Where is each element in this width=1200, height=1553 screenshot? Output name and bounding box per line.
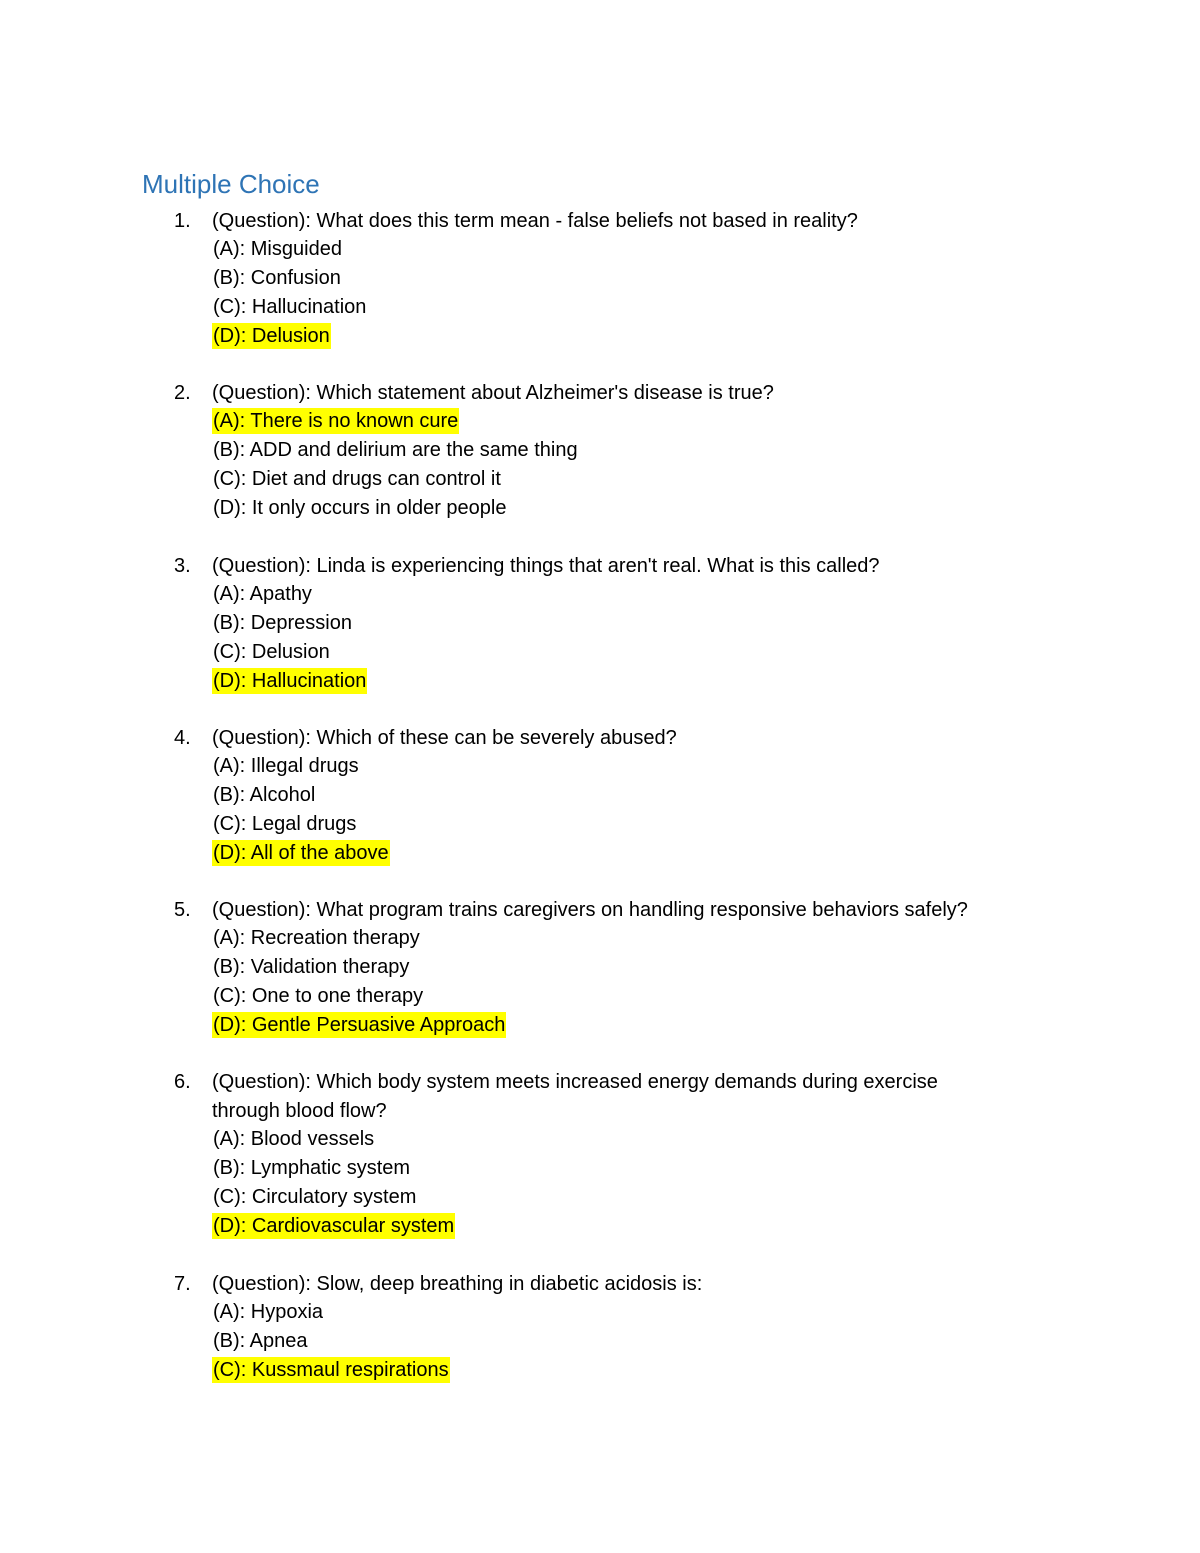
question-number: 7. bbox=[174, 1273, 191, 1295]
question-text: through blood flow? bbox=[212, 1100, 387, 1122]
answer-option-text: (C): Hallucination bbox=[213, 296, 367, 318]
answer-option bbox=[212, 925, 1072, 954]
answer-option bbox=[212, 466, 1072, 495]
answer-option bbox=[212, 408, 1072, 437]
section-heading: Multiple Choice bbox=[142, 169, 320, 199]
question-text: (Question): Linda is experiencing things that aren't real. What is this called? bbox=[212, 555, 880, 577]
question-body bbox=[212, 896, 1072, 1041]
question-text: (Question): Which of these can be severely abused? bbox=[212, 727, 677, 749]
answer-option bbox=[212, 782, 1072, 811]
answer-option-text: (C): One to one therapy bbox=[213, 985, 424, 1007]
question-body bbox=[212, 1068, 1072, 1242]
answer-option bbox=[212, 294, 1072, 323]
answer-option bbox=[212, 954, 1072, 983]
question-number: 4. bbox=[174, 727, 191, 749]
question-text: (Question): What program trains caregivers on handling responsive behaviors safely? bbox=[212, 899, 968, 921]
answer-option bbox=[212, 1012, 1072, 1041]
answer-option bbox=[212, 668, 1072, 697]
answer-option-text: (D): It only occurs in older people bbox=[213, 497, 507, 519]
answer-option-text-highlighted: (A): There is no known cure bbox=[213, 410, 459, 432]
answer-option bbox=[212, 236, 1072, 265]
answer-option-text-highlighted: (C): Kussmaul respirations bbox=[213, 1359, 449, 1381]
answer-option-text: (A): Illegal drugs bbox=[213, 755, 359, 777]
answer-option bbox=[212, 1213, 1072, 1242]
question-text: (Question): What does this term mean - false beliefs not based in reality? bbox=[212, 210, 858, 232]
answer-option-text-highlighted: (D): All of the above bbox=[213, 842, 389, 864]
answer-option-text-highlighted: (D): Hallucination bbox=[213, 670, 367, 692]
answer-option-text: (B): Confusion bbox=[213, 267, 341, 289]
answer-option bbox=[212, 753, 1072, 782]
question-text: (Question): Which statement about Alzheimer's disease is true? bbox=[212, 382, 774, 404]
answer-option-text: (B): Validation therapy bbox=[213, 956, 410, 978]
answer-option-text: (B): Alcohol bbox=[213, 784, 316, 806]
answer-option-text: (B): Lymphatic system bbox=[213, 1157, 411, 1179]
answer-option bbox=[212, 983, 1072, 1012]
answer-option bbox=[212, 1184, 1072, 1213]
answer-option bbox=[212, 1126, 1072, 1155]
question-body bbox=[212, 552, 1072, 697]
answer-option-text: (C): Diet and drugs can control it bbox=[213, 468, 501, 490]
answer-option-text-highlighted: (D): Cardiovascular system bbox=[213, 1215, 455, 1237]
question-number: 1. bbox=[174, 210, 191, 232]
answer-option bbox=[212, 811, 1072, 840]
answer-option bbox=[212, 639, 1072, 668]
question-body bbox=[212, 379, 1072, 524]
answer-option-text: (A): Blood vessels bbox=[213, 1128, 375, 1150]
answer-option-text-highlighted: (D): Delusion bbox=[213, 325, 330, 347]
question-body bbox=[212, 724, 1072, 869]
answer-option bbox=[212, 495, 1072, 524]
question-body bbox=[212, 1270, 1072, 1386]
answer-option-text: (B): Depression bbox=[213, 612, 352, 634]
answer-option bbox=[212, 840, 1072, 869]
answer-option-text: (A): Hypoxia bbox=[213, 1301, 324, 1323]
answer-option bbox=[212, 1155, 1072, 1184]
answer-option bbox=[212, 437, 1072, 466]
question-text: (Question): Slow, deep breathing in diabetic acidosis is: bbox=[212, 1273, 703, 1295]
answer-option bbox=[212, 1328, 1072, 1357]
answer-option-text: (A): Misguided bbox=[213, 238, 342, 260]
question-text: (Question): Which body system meets increased energy demands during exercise bbox=[212, 1071, 938, 1093]
answer-option bbox=[212, 265, 1072, 294]
answer-option bbox=[212, 1357, 1072, 1386]
question-body bbox=[212, 207, 1072, 352]
answer-option bbox=[212, 581, 1072, 610]
answer-option-text: (A): Recreation therapy bbox=[213, 927, 420, 949]
answer-option-text-highlighted: (D): Gentle Persuasive Approach bbox=[213, 1014, 506, 1036]
answer-option-text: (C): Delusion bbox=[213, 641, 330, 663]
answer-option-text: (C): Circulatory system bbox=[213, 1186, 417, 1208]
question-number: 6. bbox=[174, 1071, 191, 1093]
question-number: 3. bbox=[174, 555, 191, 577]
question-number: 2. bbox=[174, 382, 191, 404]
answer-option bbox=[212, 323, 1072, 352]
answer-option bbox=[212, 610, 1072, 639]
question-number: 5. bbox=[174, 899, 191, 921]
answer-option-text: (B): ADD and delirium are the same thing bbox=[213, 439, 578, 461]
answer-option-text: (A): Apathy bbox=[213, 583, 312, 605]
answer-option-text: (C): Legal drugs bbox=[213, 813, 357, 835]
answer-option-text: (B): Apnea bbox=[213, 1330, 308, 1352]
answer-option bbox=[212, 1299, 1072, 1328]
